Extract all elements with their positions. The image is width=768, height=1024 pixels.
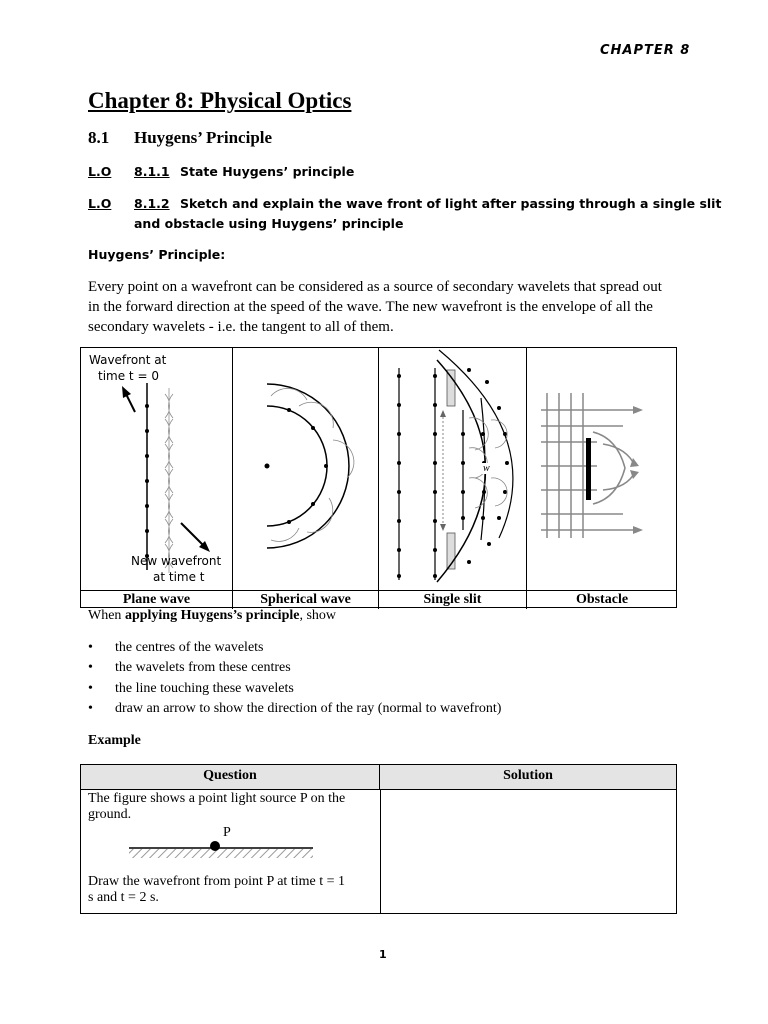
plane-wave-cell [81, 348, 233, 590]
question-header: Question [81, 765, 380, 790]
lo-text: Sketch and explain the wave front of light after passing through a single slit [180, 196, 722, 211]
ground-diagram [121, 835, 321, 865]
example-table [80, 764, 677, 914]
principle-paragraph [88, 277, 662, 337]
point-source-p [210, 841, 220, 851]
draw-instruction: Draw the wavefront from point P at time t = 1 s and t = 2 s. [88, 874, 345, 905]
lo-text: State Huygens’ principle [180, 164, 355, 179]
figure-caption-row [81, 590, 676, 608]
spherical-wave-diagram [233, 348, 379, 590]
caption-obstacle: Obstacle [575, 592, 629, 607]
point-p-label: P [223, 825, 231, 840]
section-number: 8.1 [88, 128, 110, 147]
caption-spherical-wave: Spherical wave [233, 591, 379, 609]
paragraph-line: in the forward direction at the speed of the wave. The new wavefront is the envelope of all the [88, 299, 653, 315]
obstacle-cell [527, 348, 677, 590]
lo-text-continued: and obstacle using Huygens’ principle [134, 216, 404, 231]
page-number: 1 [379, 948, 387, 961]
slit-width-label: w [483, 463, 490, 474]
lo-label: L.O [88, 196, 112, 211]
principle-heading: Huygens’ Principle: [88, 247, 226, 262]
obstacle-diagram [527, 348, 677, 590]
solution-header: Solution [380, 765, 676, 790]
lo-label: L.O [88, 164, 112, 179]
question-text: The figure shows a point light source P on the ground. [88, 791, 346, 822]
lo-code: 8.1.2 [134, 196, 170, 211]
chapter-header: CHAPTER 8 [600, 43, 691, 58]
example-heading: Example [88, 733, 141, 748]
lo-code: 8.1.1 [134, 164, 170, 179]
section-title: Huygens’ Principle [134, 128, 273, 147]
wavefront-figure-table [80, 347, 677, 608]
column-divider [380, 790, 381, 913]
single-slit-diagram [379, 348, 527, 590]
spherical-wave-cell [233, 348, 379, 590]
single-slit-cell [379, 348, 527, 590]
applying-instruction: When applying Huygens’s principle, show [88, 608, 337, 623]
page-title: Chapter 8: Physical Optics [88, 88, 352, 113]
caption-single-slit: Single slit [379, 591, 527, 609]
caption-plane-wave: Plane wave [81, 591, 233, 609]
paragraph-line: Every point on a wavefront can be considered as a source of secondary wavelets that spread out [88, 279, 662, 295]
paragraph-line: secondary wavelets - i.e. the tangent to all of them. [88, 319, 394, 335]
plane-label-bottom: New wavefront at time t [131, 554, 222, 584]
plane-label-top: Wavefront at time t = 0 [89, 353, 167, 383]
